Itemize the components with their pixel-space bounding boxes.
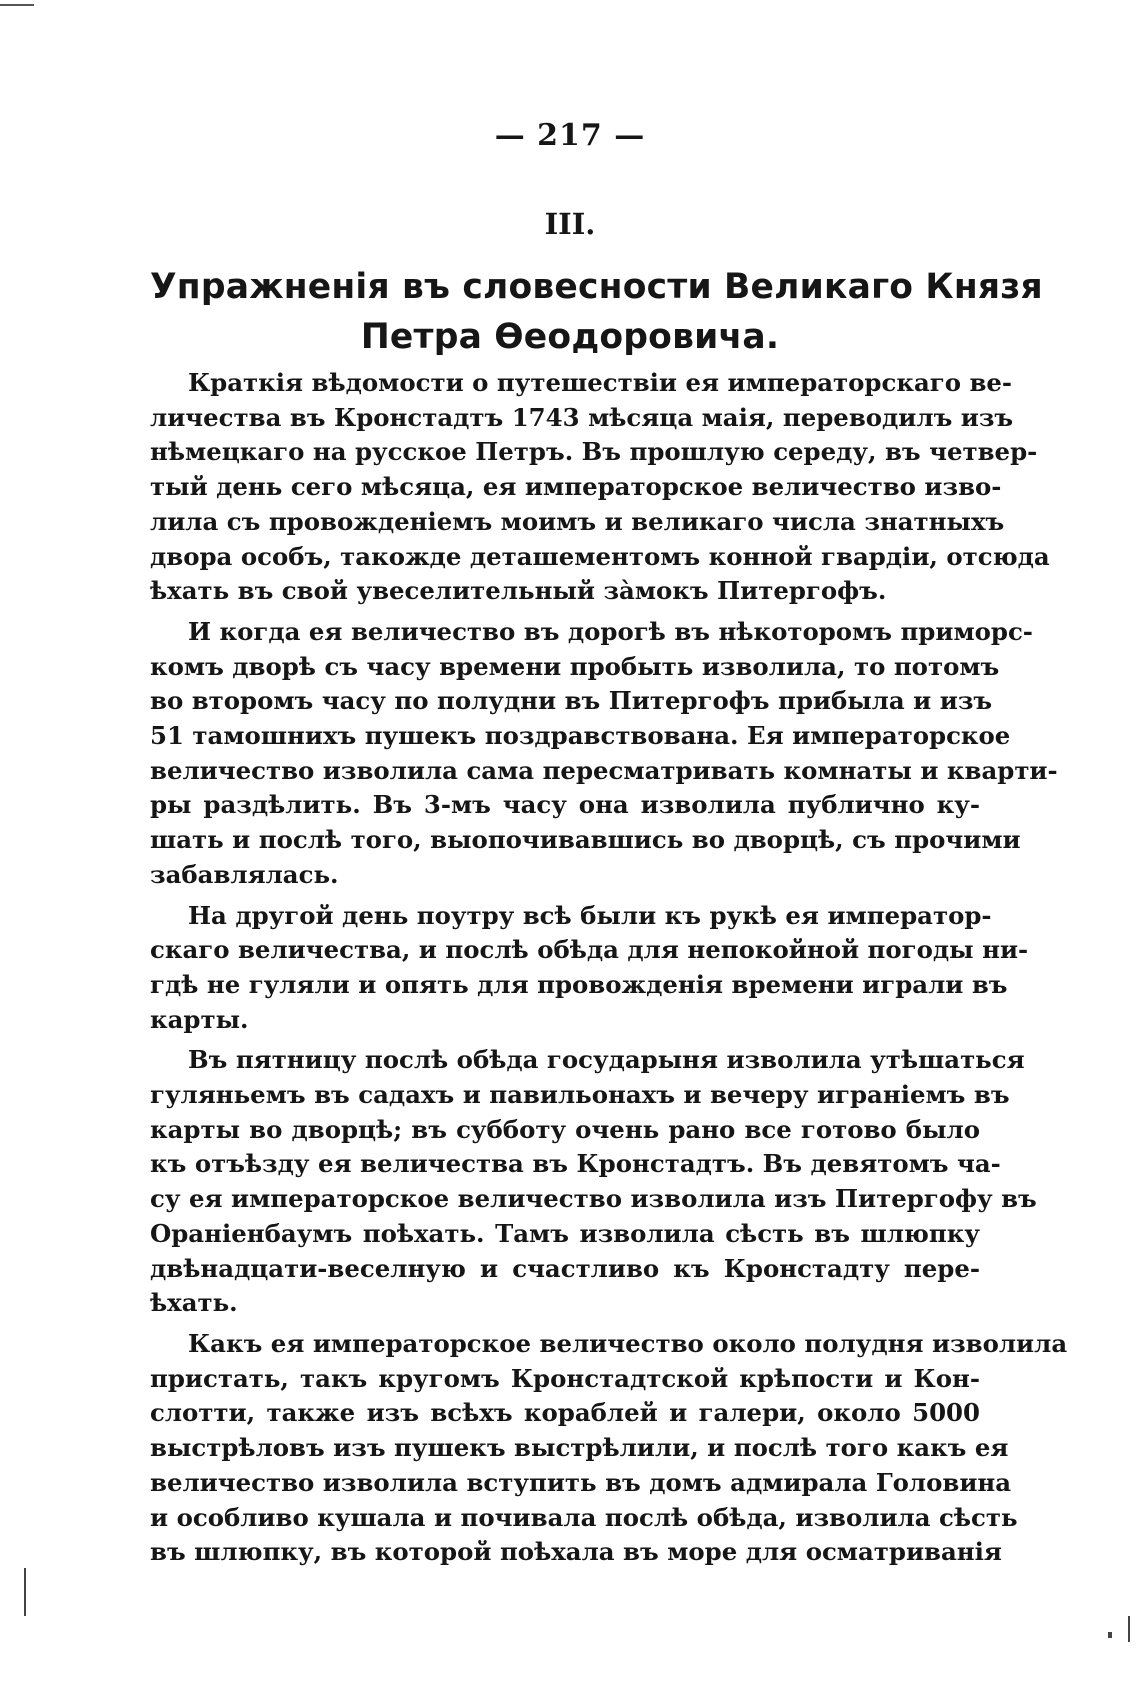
scan-edge-mark	[0, 4, 34, 6]
text-line: забавлялась.	[150, 859, 339, 889]
paragraph	[150, 1327, 1068, 1570]
text-line: тый день сего мѣсяца, ея императорское величество изво-	[150, 472, 1002, 502]
chapter-title-line: Петра Өеодоровича.	[360, 317, 780, 357]
text-line: выстрѣловъ изъ пушекъ выстрѣлили, и послѣ того какъ ея	[150, 1433, 1009, 1463]
body-text	[150, 366, 1068, 1576]
text-line: и особливо кушала и почивала послѣ обѣда, изволила сѣсть	[150, 1502, 1018, 1532]
text-line: И когда ея величество въ дорогѣ въ нѣкоторомъ приморс-	[188, 616, 1033, 646]
text-line: величество изволила сама пересматривать комнаты и кварти-	[150, 755, 1058, 785]
text-line: ры раздѣлить. Въ 3-мъ часу она изволила публично ку-	[150, 790, 980, 820]
text-line: ѣхать въ свой увеселительный зàмокъ Питергофъ.	[150, 576, 887, 606]
text-line: величество изволила вступить въ домъ адмирала Головина	[150, 1467, 1012, 1497]
text-line: личества въ Кронстадтъ 1743 мѣсяца маія, переводилъ изъ	[150, 402, 1014, 432]
text-line: пристать, такъ кругомъ Кронстадтской крѣпости и Кон-	[150, 1363, 980, 1393]
text-line: карты.	[150, 1004, 249, 1034]
text-line: въ шлюпку, въ которой поѣхала въ море для осматриванія	[150, 1537, 1002, 1567]
text-line: комъ дворѣ съ часу времени пробыть изволила, то потомъ	[150, 651, 1000, 681]
text-line: двора особъ, такожде деташементомъ конной гвардіи, отсюда	[150, 541, 1050, 571]
text-line: лила съ провожденіемъ моимъ и великаго числа знатныхъ	[150, 506, 1005, 536]
text-line: Ораніенбаумъ поѣхать. Тамъ изволила сѣсть въ шлюпку	[150, 1218, 980, 1248]
text-line: во второмъ часу по полудни въ Питергофъ прибыла и изъ	[150, 686, 993, 716]
text-line: Какъ ея императорское величество около полудня изволила	[188, 1328, 1068, 1358]
section-number: III.	[544, 207, 596, 241]
paragraph	[150, 899, 1029, 1038]
text-line: су ея императорское величество изволила изъ Питергофу въ	[150, 1184, 1037, 1214]
text-line: къ отъѣзду ея величества въ Кронстадтъ. Въ девятомъ ча-	[150, 1149, 1001, 1179]
text-line: карты во дворцѣ; въ субботу очень рано все готово было	[150, 1114, 980, 1144]
text-line: 51 тамошнихъ пушекъ поздравствована. Ея императорское	[150, 721, 1011, 751]
text-line: гуляньемъ въ садахъ и павильонахъ и вечеру играніемъ въ	[150, 1080, 1010, 1110]
chapter-title	[150, 262, 1043, 362]
text-line: Краткія вѣдомости о путешествіи ея императорскаго ве-	[188, 368, 1013, 397]
scan-speck	[1108, 1632, 1112, 1638]
paragraph	[150, 615, 1058, 893]
text-line: слотти, также изъ всѣхъ кораблей и галери, около 5000	[150, 1398, 980, 1428]
text-line: нѣмецкаго на русское Петръ. Въ прошлую середу, въ четвер-	[150, 437, 1038, 467]
text-line: двѣнадцати-веселную и счастливо къ Кронстадту пере-	[150, 1253, 980, 1283]
text-line: На другой день поутру всѣ были къ рукѣ ея император-	[188, 900, 992, 930]
scan-edge-mark	[1128, 1616, 1130, 1642]
page-number: — 217 —	[494, 118, 646, 153]
scan-edge-mark	[24, 1568, 26, 1616]
chapter-title-line: Упражненія въ словесности Великаго Князя	[150, 267, 1043, 307]
paragraph	[150, 1043, 1037, 1321]
paragraph	[150, 366, 1050, 609]
text-line: гдѣ не гуляли и опять для провожденія времени играли въ	[150, 969, 1008, 999]
text-line: шать и послѣ того, выопочивавшись во дворцѣ, съ прочими	[150, 825, 1021, 855]
text-line: скаго величества, и послѣ обѣда для непокойной погоды ни-	[150, 935, 1029, 965]
text-line: ѣхать.	[150, 1288, 238, 1318]
text-line: Въ пятницу послѣ обѣда государыня изволила утѣшаться	[188, 1045, 1025, 1075]
